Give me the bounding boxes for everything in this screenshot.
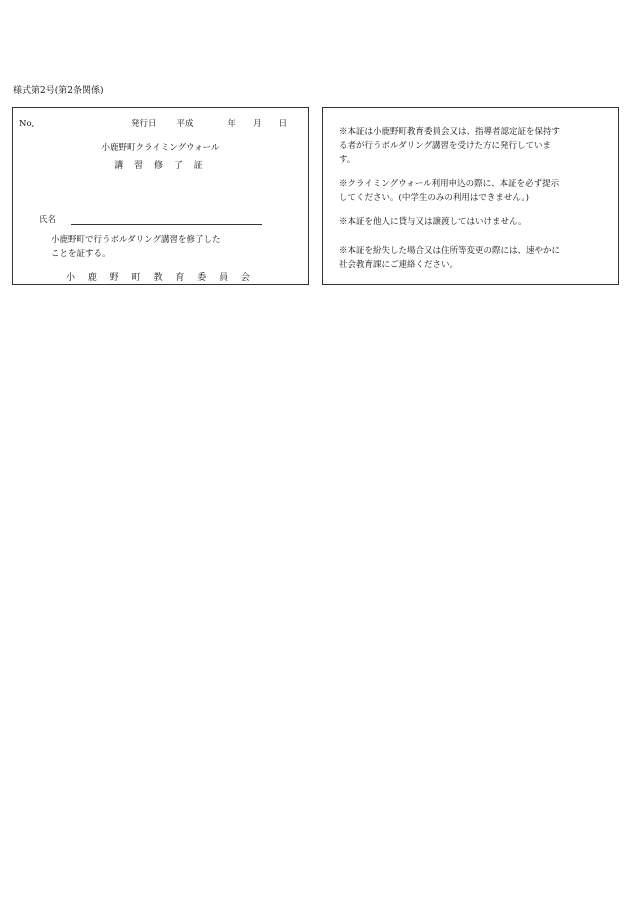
name-entry-line (71, 224, 262, 225)
form-number-label: 様式第2号(第2条関係) (13, 86, 104, 96)
facility-name: 小鹿野町クライミングウォール (101, 143, 220, 153)
notice-line: してください。(中学生のみの利用はできません。) (339, 193, 529, 203)
issue-date (131, 118, 287, 130)
notice-line: す。 (339, 155, 356, 165)
notice-line: ※本証を紛失した場合又は住所等変更の際には、速やかに (339, 246, 561, 256)
issue-date-year-unit: 年 (227, 119, 237, 129)
issue-date-month-unit: 月 (253, 119, 262, 129)
issuer-name: 小 鹿 野 町 教 育 委 員 会 (66, 273, 255, 283)
notice-line: ※クライミングウォール利用申込の際に、本証を必ず提示 (339, 179, 560, 189)
certification-line: 小鹿野町で行うボルダリング講習を修了した (51, 235, 221, 245)
certificate-title: 講 習 修 了 証 (114, 161, 207, 171)
certificate-back (322, 107, 619, 285)
certificate-number-label: No, (19, 119, 35, 129)
issue-date-label: 発行日 (131, 119, 157, 129)
notice-item (339, 244, 609, 272)
certification-line: ことを証する。 (51, 249, 111, 259)
issue-date-era: 平成 (176, 119, 194, 129)
notice-line: ※本証は小鹿野町教育委員会又は、指導者認定証を保持す (339, 127, 561, 137)
name-label: 氏名 (39, 215, 57, 225)
notice-item (339, 215, 609, 229)
certificate-front (12, 107, 309, 285)
notice-item (339, 177, 609, 205)
issue-date-day-unit: 日 (278, 119, 288, 129)
notice-item (339, 125, 609, 167)
certification-statement (51, 233, 276, 261)
notice-line: る者が行うボルダリング講習を受けた方に発行していま (339, 141, 551, 151)
notice-line: ※本証を他人に貸与又は譲渡してはいけません。 (339, 217, 527, 227)
notice-line: 社会教育課にご連絡ください。 (339, 260, 459, 270)
